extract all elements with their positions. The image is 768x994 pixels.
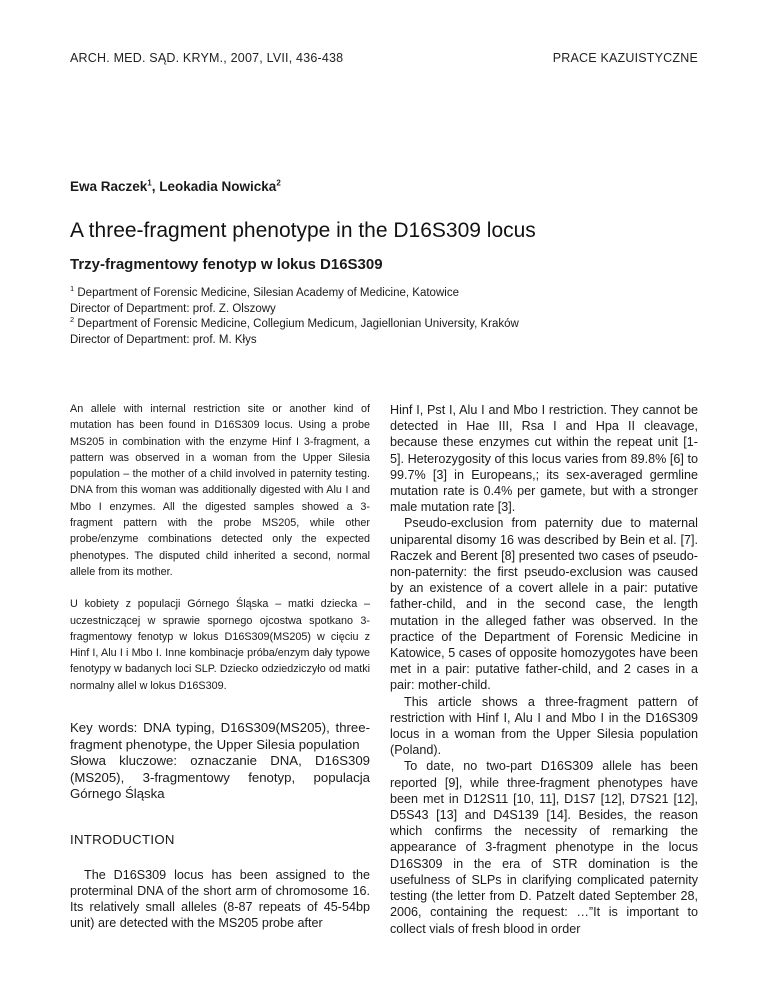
abstract-polish: U kobiety z populacji Górnego Śląska – matki dziecka – uczestniczącej w sprawie spornego ojcostwa spotkano 3-fragmentowy fenotyp w lokus D16S309(MS205) w cięciu z Hinf I, Alu I i Mbo I. Inne kombinacje próba/enzym dały typowe fenotypy w badanych loci SLP. Dziecko odziedziczyło od matki normalny allel w lokus D16S309.: [70, 598, 370, 692]
left-column: [70, 401, 370, 931]
body-paragraph: Pseudo-exclusion from paternity due to maternal uniparental disomy 16 was described by Bein et al. [7]. Raczek and Berent [8] presented two cases of pseudo-non-paternity: the first pseudo-exclusion was caused by an existence of a covert allele in a pair: putative father-child, and in the second case, the length mutation in the alleged father was observed. In the practice of the Department of Forensic Medicine in Katowice, 5 cases of opposite homozygotes have been met in a pair: putative father-child, and 2 cases in a pair: mother-child.: [390, 516, 698, 693]
keywords: [70, 720, 370, 803]
section-heading-introduction: INTRODUCTION: [70, 831, 175, 847]
keywords-polish: Słowa kluczowe: oznaczanie DNA, D16S309 (MS205), 3-fragmentowy fenotyp, populacja Górnego Śląska: [70, 753, 370, 802]
author-name: Leokadia Nowicka: [159, 179, 277, 194]
affil-director: Director of Department: prof. Z. Olszowy: [70, 302, 276, 315]
body-paragraph: Hinf I, Pst I, Alu I and Mbo I restriction. They cannot be detected in Hae III, Rsa I and Hpa II cleavage, because these enzymes cut within the repeat unit [1-5]. Heterozygosity of this locus varies from 89.8% [6] to 99.7% [3] in Europeans,; its sex-averaged germline mutation rate is 0.4% per gamete, but with a stronger male mutation rate [3].: [390, 403, 698, 515]
affiliation-line: [70, 317, 700, 333]
affiliation-line: [70, 286, 700, 302]
journal-citation: ARCH. MED. SĄD. KRYM., 2007, LVII, 436-438: [70, 51, 344, 65]
section-type: PRACE KAZUISTYCZNE: [552, 51, 698, 65]
affil-department: Department of Forensic Medicine, Silesian Academy of Medicine, Katowice: [74, 287, 459, 299]
abstract-english: An allele with internal restriction site or another kind of mutation has been found in D16S309 locus. Using a probe MS205 in combination with the enzyme Hinf I 3-fragment, a pattern was observed in a woman from the Upper Silesia population – the mother of a child involved in paternity testing. DNA from this woman was additionally digested with Alu I and Mbo I enzymes. All the digested samples showed a 3-fragment pattern with the probe MS205, while other probe/enzyme combinations detected only the expected phenotypes. The disputed child inherited a second, normal allele from its mother.: [70, 403, 370, 578]
author-affil-mark: 2: [276, 178, 281, 188]
introduction-paragraph: The D16S309 locus has been assigned to the proterminal DNA of the short arm of chromosome 16. Its relatively small alleles (8-87 repeats of 45-54bp unit) are detected with the MS205 probe after: [70, 867, 370, 931]
author-name: Ewa Raczek: [70, 179, 148, 194]
article-subtitle: Trzy-fragmentowy fenotyp w lokus D16S309: [70, 256, 383, 273]
author-list: [70, 179, 281, 194]
author-separator: ,: [151, 179, 160, 194]
affiliations: [70, 286, 700, 348]
affil-number: 1: [70, 284, 75, 294]
right-column: [390, 402, 698, 937]
body-paragraph: To date, no two-part D16S309 allele has been reported [9], while three-fragment phenotypes have been met in D12S11 [10, 11], D1S7 [12], D7S21 [12], D5S43 [13] and D4S139 [14]. Besides, the reason which confirms the necessity of remarking the appearance of 3-fragment phenotype in the locus D16S309 in the era of STR domination is the usefulness of SLPs in clarifying complicated paternity testing (the letter from D. Patzelt dated September 28, 2006, containing the request: …”It is important to collect vials of fresh blood in order: [390, 759, 698, 936]
body-paragraph: This article shows a three-fragment pattern of restriction with Hinf I, Alu I and Mbo I in the D16S309 locus in a woman from the Upper Silesia population (Poland).: [390, 694, 698, 758]
keywords-english: Key words: DNA typing, D16S309(MS205), three-fragment phenotype, the Upper Silesia population: [70, 720, 370, 752]
affil-number: 2: [70, 315, 75, 325]
affil-department: Department of Forensic Medicine, Collegium Medicum, Jagiellonian University, Kraków: [74, 318, 519, 331]
author-affil-mark: 1: [147, 178, 152, 188]
article-title: A three-fragment phenotype in the D16S309 locus: [70, 219, 536, 242]
affil-director: Director of Department: prof. M. Kłys: [70, 333, 257, 346]
